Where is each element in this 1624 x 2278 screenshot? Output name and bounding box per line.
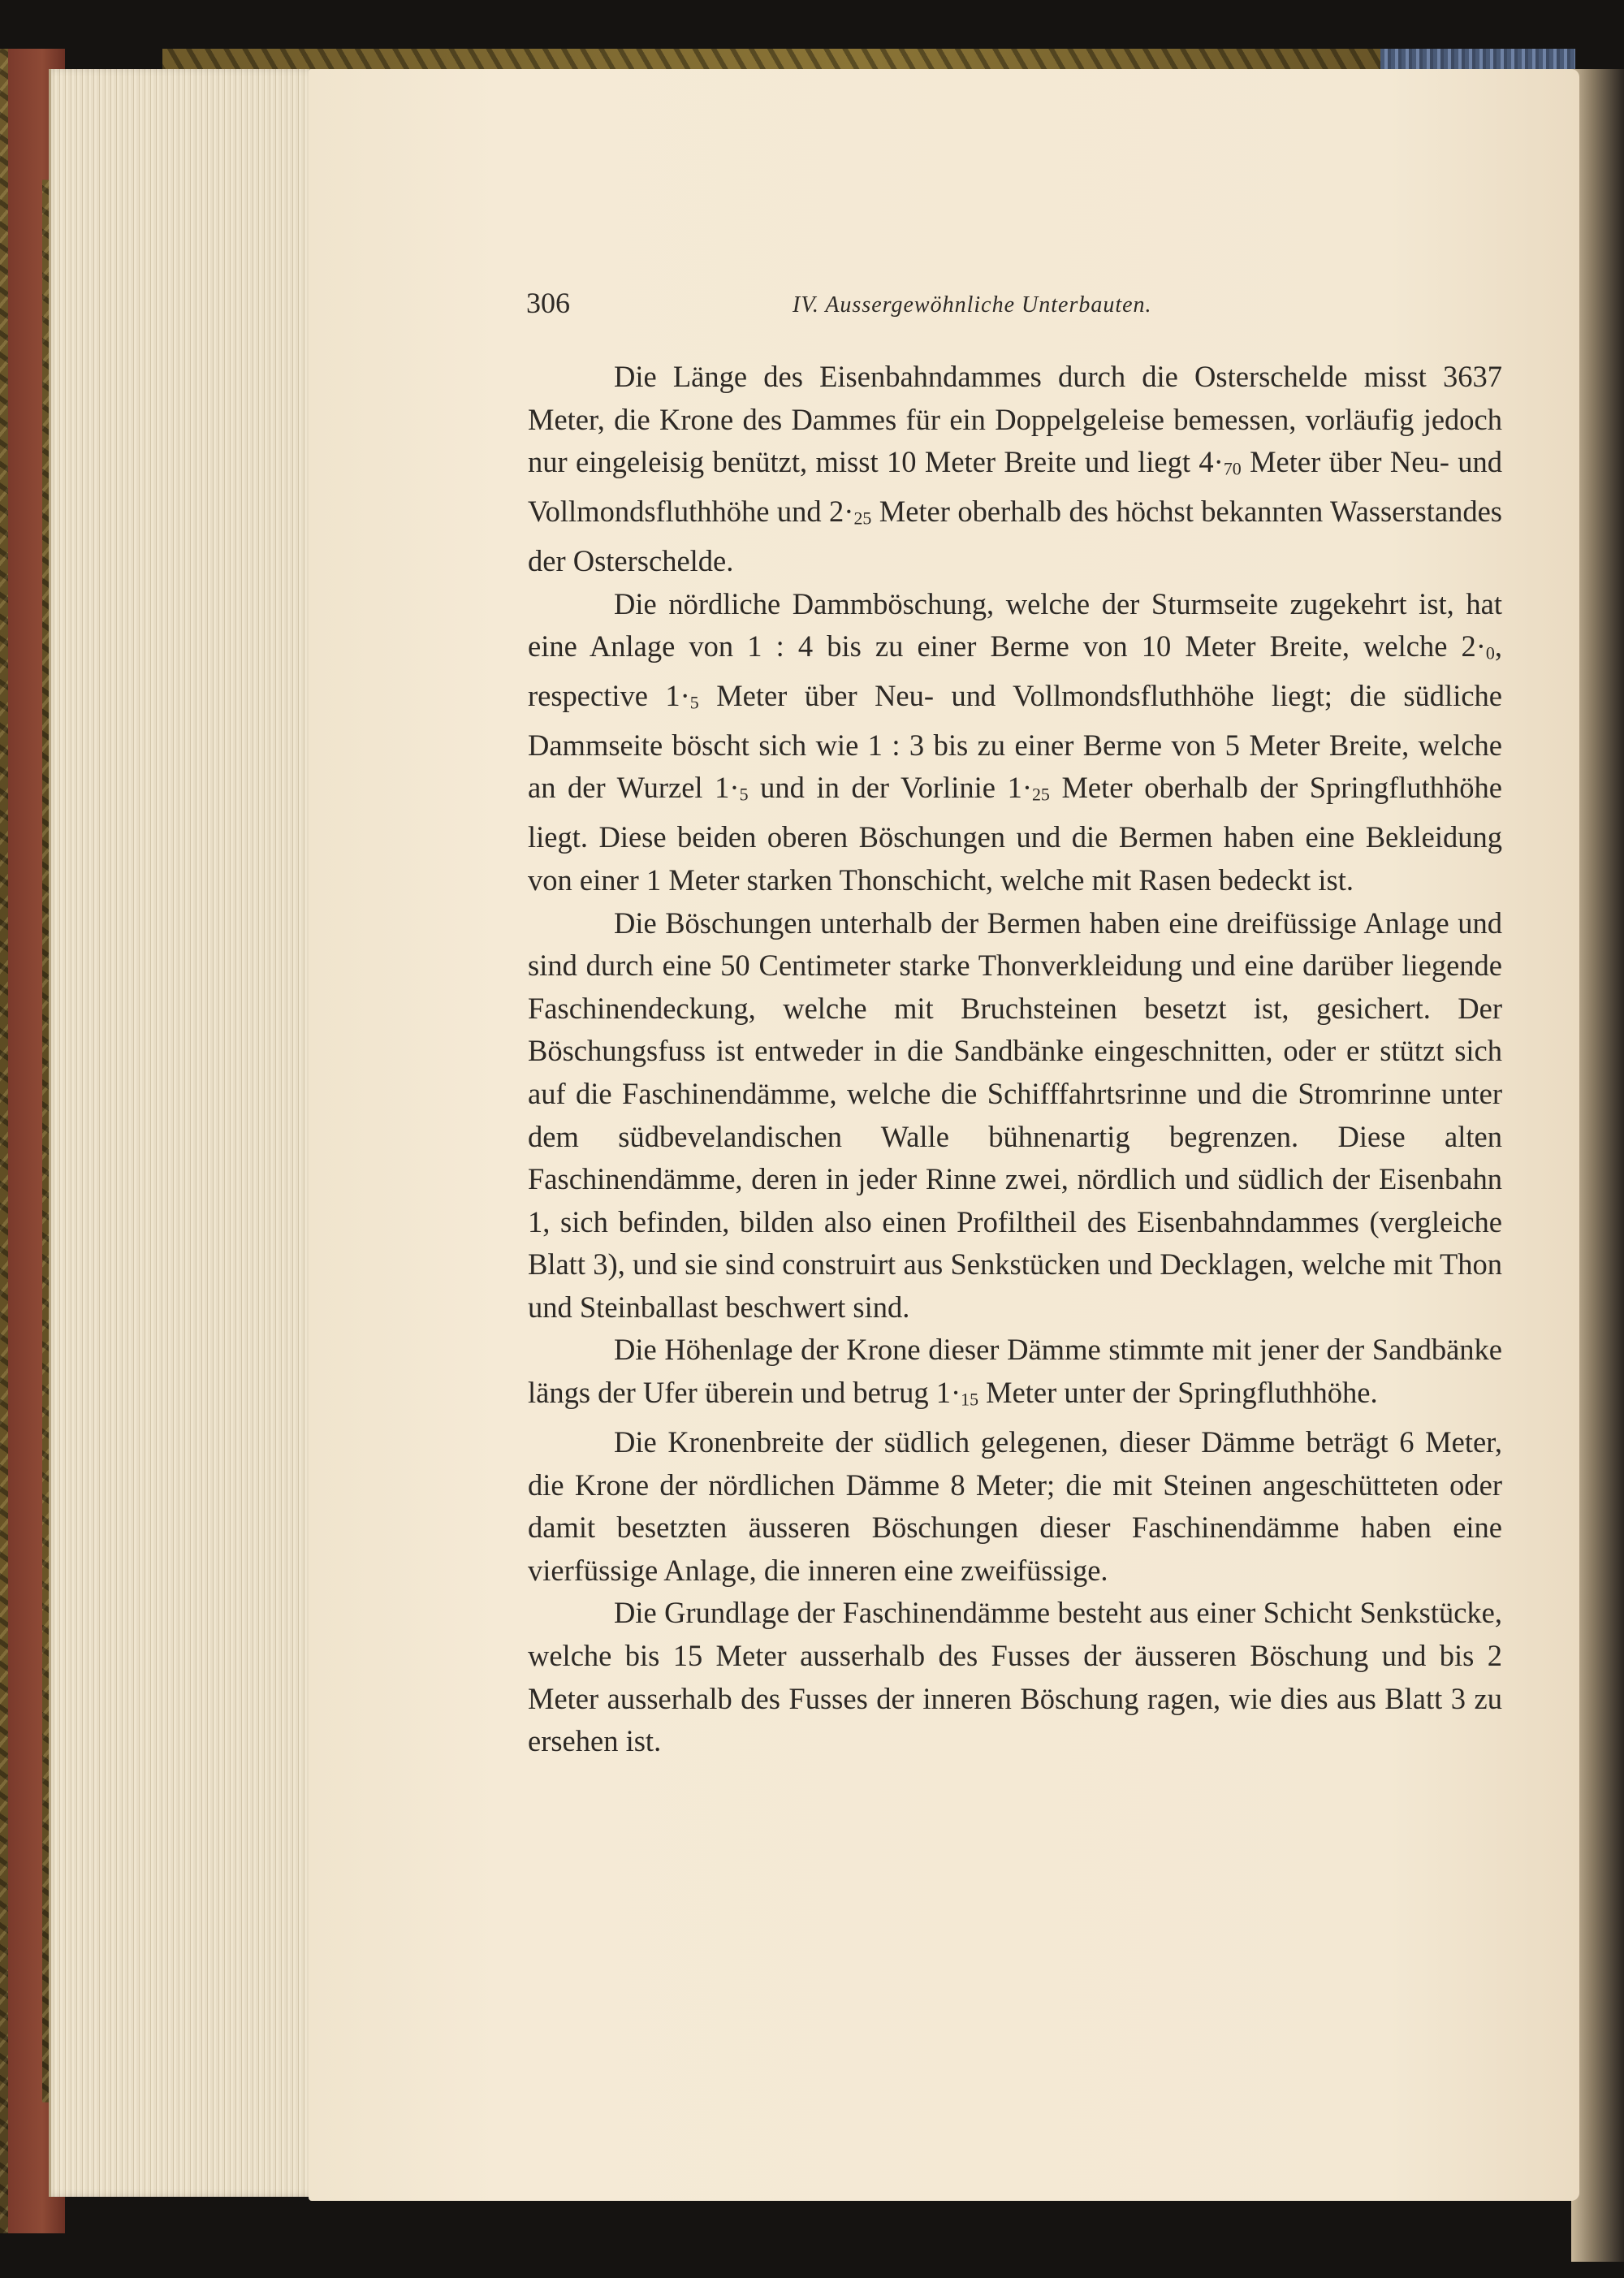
page-header — [526, 286, 1257, 326]
body-text — [528, 356, 1502, 1763]
paragraph: Die Kronenbreite der südlich gelegenen, dieser Dämme beträgt 6 Meter, die Krone der nördlichen Dämme 8 Meter; die mit Steinen angeschütteten oder damit besetzten äusseren Böschungen dieser Faschinendämme haben eine vierfüssige Anlage, die inneren eine zweifüssige. — [528, 1424, 1502, 1587]
decimal-subscript: 5 — [689, 692, 699, 713]
paragraph: Die Höhenlage der Krone dieser Dämme stimmte mit jener der Sandbänke längs der Ufer überein und betrug $1\cdot_{15}$ Meter unter der Springfluthhöhe. — [528, 1333, 1502, 1410]
decimal-subscript: 5 — [739, 784, 749, 805]
decimal-subscript: 25 — [853, 508, 872, 529]
running-head: IV. Aussergewöhnliche Unterbauten. — [793, 292, 1152, 318]
page-edges — [49, 69, 319, 2197]
decimal-subscript: 25 — [1031, 784, 1050, 805]
paragraph: Die Grundlage der Faschinendämme besteht aus einer Schicht Senkstücke, welche bis 15 Meter ausserhalb des Fusses der äusseren Böschung und bis 2 Meter ausserhalb des Fusses der inneren Böschung ragen, wie dies aus Blatt 3 zu ersehen ist. — [528, 1596, 1502, 1758]
decimal-subscript: 70 — [1223, 458, 1242, 479]
page-number: 306 — [526, 287, 570, 319]
decimal-subscript: 15 — [961, 1389, 979, 1410]
paragraph: Die nördliche Dammböschung, welche der Sturmseite zugekehrt ist, hat eine Anlage von 1 : 4 bis zu einer Berme von 10 Meter Breite, welche $2\cdot_0$, respective $1\cdot_5$ Meter über Neu- und Vollmondsfluthhöhe liegt; die südliche Dammseite böscht sich wie 1 : 3 bis zu einer Berme von 5 Meter Breite, welche an der Wurzel $1\cdot_5$ und in der Vorlinie $1\cdot_{25}$ Meter oberhalb der Springfluthhöhe liegt. Diese beiden oberen Böschungen und die Bermen haben eine Bekleidung von einer 1 Meter starken Thonschicht, welche mit Rasen bedeckt ist. — [528, 586, 1502, 897]
paragraph: Die Länge des Eisenbahndammes durch die Osterschelde misst 3637 Meter, die Krone des Dammes für ein Doppelgeleise bemessen, vorläufig jedoch nur eingeleisig benützt, misst 10 Meter Breite und liegt $4\cdot_{70}$ Meter über Neu- und Vollmondsfluthhöhe und $2\cdot_{25}$ Meter oberhalb des höchst bekannten Wasserstandes der Osterschelde. — [528, 360, 1502, 577]
decimal-subscript: 0 — [1485, 642, 1495, 664]
paragraph: Die Böschungen unterhalb der Bermen haben eine dreifüssige Anlage und sind durch eine 50 Centimeter starke Thonverkleidung und eine darüber liegende Faschinendeckung, welche mit Bruchsteinen besetzt ist, gesichert. Der Böschungsfuss ist entweder in die Sandbänke eingeschnitten, oder er stützt sich auf die Faschinendämme, welche die Schifffahrtsrinne und die Stromrinne unter dem südbevelandischen Walle bühnenartig begrenzen. Diese alten Faschinendämme, deren in jeder Rinne zwei, nördlich und südlich der Eisenbahn 1, sich befinden, bilden also einen Profiltheil des Eisenbahndammes (vergleiche Blatt 3), und sie sind construirt aus Senkstücken und Decklagen, welche mit Thon und Steinballast beschwert sind. — [528, 906, 1502, 1324]
